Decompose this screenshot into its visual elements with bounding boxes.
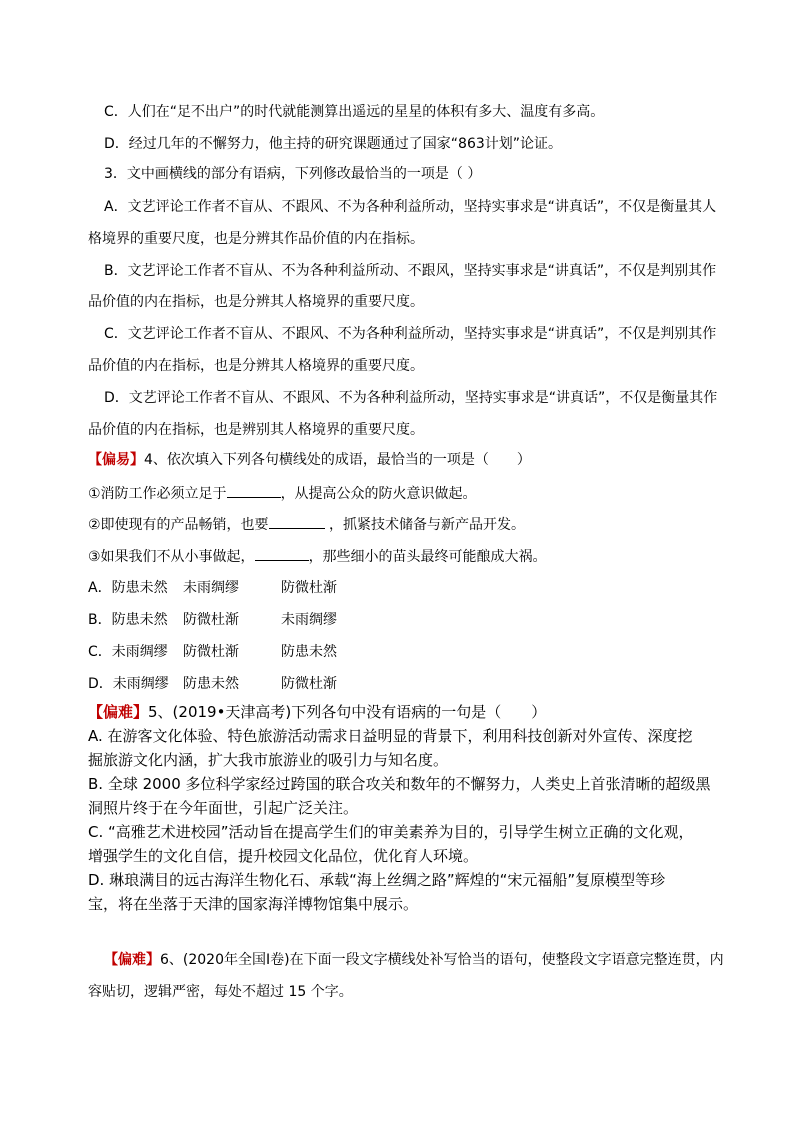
q5-heading — [88, 702, 546, 722]
difficulty-tag: 【偏难】 — [88, 703, 149, 721]
difficulty-tag: 【偏难】 — [104, 952, 160, 968]
option-choice: C．未雨绸缪 — [88, 644, 168, 660]
q5-option-d-line2: 宝，将在坐落于天津的国家海洋博物馆集中展示。 — [88, 895, 419, 913]
q4-stem: 4、依次填入下列各句横线处的成语，最恰当的一项是（ ） — [144, 452, 531, 468]
option-choice: A．防患未然 — [88, 580, 168, 596]
sentence-text: ，从提高公众的防火意识做起。 — [280, 486, 477, 502]
q5-option-c-line2: 增强学生的文化自信，提升校园文化品位，优化育人环境。 — [88, 847, 479, 865]
q5-option-b-line1: B. 全球 2000 多位科学家经过跨国的联合攻关和数年的不懈努力，人类史上首张清晰的超级黑 — [88, 775, 711, 793]
q5-option-d-line1: D. 琳琅满目的远古海洋生物化石、承载“海上丝绸之路”辉煌的“宋元福船”复原模型等珍 — [88, 871, 666, 889]
sentence-text: ③如果我们不从小事做起， — [88, 549, 255, 565]
option-choice: 防微杜渐 — [281, 676, 337, 692]
option-choice: 防患未然 — [183, 676, 239, 692]
difficulty-tag: 【偏易】 — [88, 452, 144, 468]
option-choice: 防微杜渐 — [183, 612, 239, 628]
option-choice: 未雨绸缪 — [183, 580, 239, 596]
q5-option-c-line1: C. “高雅艺术进校园”活动旨在提高学生们的审美素养为目的，引导学生树立正确的文化观， — [88, 823, 694, 841]
q3-option-a-line2: 格境界的重要尺度，也是分辨其作品价值的内在指标。 — [88, 231, 424, 247]
q6-stem-line1: 6、(2020年全国Ⅰ卷)在下面一段文字横线处补写恰当的语句，使整段文字语意完整连贯，内 — [160, 952, 724, 968]
q3-option-a-line1: A．文艺评论工作者不盲从、不跟风、不为各种利益所动，坚持实事求是“讲真话”，不仅是衡量其人 — [104, 199, 717, 215]
q6-stem-line2: 容贴切，逻辑严密，每处不超过 15 个字。 — [88, 984, 353, 1000]
q5-option-a-line2: 掘旅游文化内涵，扩大我市旅游业的吸引力与知名度。 — [88, 751, 449, 769]
q5-option-b-line2: 洞照片终于在今年面世，引起广泛关注。 — [88, 799, 359, 817]
sentence-text: ①消防工作必须立足于 — [88, 486, 227, 502]
option-choice: 未雨绸缪 — [281, 612, 337, 628]
q3-option-b-line1: B．文艺评论工作者不盲从、不为各种利益所动、不跟风，坚持实事求是“讲真话”，不仅是判别其作 — [104, 263, 717, 279]
answer-blank — [269, 514, 325, 529]
sentence-text: ②即使现有的产品畅销，也要 — [88, 517, 269, 533]
q4-option-d — [88, 674, 337, 694]
q3-option-b-line2: 品价值的内在指标，也是分辨其人格境界的重要尺度。 — [88, 294, 424, 310]
answer-blank — [227, 483, 281, 498]
q3-option-c-line2: 品价值的内在指标，也是分辨其人格境界的重要尺度。 — [88, 358, 424, 374]
q4-sentence-3 — [88, 546, 547, 567]
sentence-text: ，那些细小的苗头最终可能酿成大祸。 — [308, 549, 547, 565]
q3-stem: 3．文中画横线的部分有语病，下列修改最恰当的一项是（ ） — [104, 166, 482, 182]
q2-option-c: C．人们在“足不出户”的时代就能测算出遥远的星星的体积有多大、温度有多高。 — [104, 104, 605, 120]
q3-option-d-line1: D．文艺评论工作者不盲从、不跟风、不为各种利益所动，坚持实事求是“讲真话”，不仅是衡量其作 — [104, 390, 718, 406]
q4-sentence-1 — [88, 483, 477, 504]
q4-option-a — [88, 578, 337, 598]
option-choice: 防微杜渐 — [183, 644, 239, 660]
q5-option-a-line1: A. 在游客文化体验、特色旅游活动需求日益明显的背景下，利用科技创新对外宣传、深度挖 — [88, 727, 693, 745]
q4-option-b — [88, 610, 337, 630]
option-choice: 防患未然 — [281, 644, 337, 660]
q3-option-c-line1: C．文艺评论工作者不盲从、不跟风、不为各种利益所动，坚持实事求是“讲真话”，不仅是判别其作 — [104, 326, 717, 342]
q4-sentence-2 — [88, 514, 525, 535]
q4-heading — [88, 450, 531, 470]
option-choice: 防微杜渐 — [281, 580, 337, 596]
q6-heading-line1 — [104, 950, 724, 970]
option-choice: B．防患未然 — [88, 612, 168, 628]
q2-option-d: D．经过几年的不懈努力，他主持的研究课题通过了国家“863计划”论证。 — [104, 136, 563, 152]
answer-blank — [255, 546, 309, 561]
option-choice: D．未雨绸缪 — [88, 676, 169, 692]
q3-option-d-line2: 品价值的内在指标，也是辨别其人格境界的重要尺度。 — [88, 422, 424, 438]
q5-stem: 5、(2019•天津高考)下列各句中没有语病的一句是（ ） — [148, 703, 547, 721]
q4-option-c — [88, 642, 337, 662]
sentence-text: ，抓紧技术储备与新产品开发。 — [324, 517, 526, 533]
